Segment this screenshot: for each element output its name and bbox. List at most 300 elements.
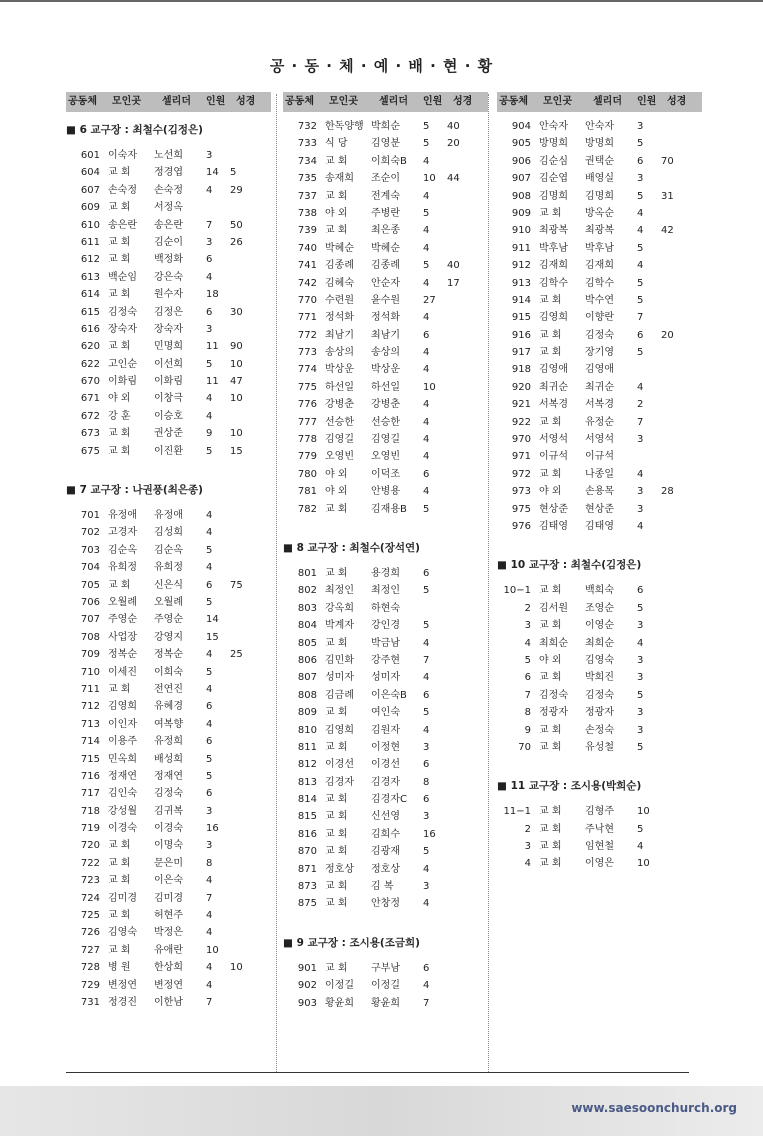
table-cell: 김인숙	[108, 788, 137, 800]
table-cell: 교 회	[539, 858, 562, 870]
table-cell: 911	[511, 242, 531, 254]
table-row	[283, 135, 488, 152]
table-row	[283, 600, 488, 617]
table-cell: 10	[230, 962, 243, 974]
table-cell	[661, 135, 685, 152]
table-row	[66, 890, 271, 907]
table-cell: 유애란	[154, 944, 183, 956]
table-cell: 정호상	[371, 863, 400, 875]
table-cell: 871	[297, 863, 317, 875]
table-cell	[661, 687, 685, 704]
table-cell	[661, 431, 685, 448]
table-cell: 4	[423, 486, 430, 498]
section-title: ■ 7 교구장 : 나권풍(최은종)	[66, 484, 203, 497]
table-cell	[661, 205, 685, 222]
table-cell: 강성월	[108, 805, 137, 817]
table-cell: 4	[206, 184, 213, 196]
top-rule	[0, 0, 763, 2]
table-row	[66, 785, 271, 802]
table-cell: 백희숙	[585, 585, 614, 597]
table-cell: 4	[206, 718, 213, 730]
table-cell	[661, 448, 685, 465]
table-cell: 교 회	[539, 207, 562, 219]
table-cell: 교 회	[325, 190, 348, 202]
table-cell: 김영분	[371, 138, 400, 150]
table-cell: 26	[230, 236, 243, 248]
table-cell: 6	[423, 567, 430, 579]
table-cell: 6	[637, 329, 644, 341]
table-cell: 30	[230, 306, 243, 318]
table-cell: 한독양행	[325, 121, 364, 132]
table-row	[283, 826, 488, 843]
table-cell: 811	[297, 741, 317, 753]
table-cell: 812	[297, 759, 317, 771]
table-cell: 8	[423, 776, 430, 788]
table-cell: 이화림	[108, 376, 137, 388]
table-cell: 6	[206, 736, 213, 748]
table-cell: 813	[297, 776, 317, 788]
table-cell: 최귀순	[585, 381, 614, 393]
table-cell: 박금남	[371, 637, 400, 649]
table-cell	[230, 147, 254, 164]
table-cell	[447, 687, 471, 704]
table-cell	[447, 344, 471, 361]
table-cell: 이영은	[585, 858, 614, 870]
table-cell: 805	[297, 637, 317, 649]
table-cell: 815	[297, 811, 317, 823]
table-cell: 4	[206, 979, 213, 991]
table-cell: 이규석	[539, 451, 568, 463]
table-cell: 교 회	[108, 236, 131, 248]
table-row	[66, 321, 271, 338]
table-cell: 최희순	[585, 637, 614, 649]
table-cell: 907	[511, 173, 531, 185]
table-cell: 4	[637, 381, 644, 393]
table-cell: 5	[206, 666, 213, 678]
table-cell	[661, 501, 685, 518]
table-row	[66, 408, 271, 425]
table-cell: 유정희	[154, 736, 183, 748]
table-row	[283, 635, 488, 652]
table-cell: 9	[206, 428, 213, 440]
table-cell: 조순이	[371, 173, 400, 185]
table-cell: 15	[206, 631, 219, 643]
table-cell: 916	[511, 329, 531, 341]
table-row	[497, 118, 702, 135]
table-cell: 4	[423, 225, 430, 237]
table-row	[497, 600, 702, 617]
table-cell: 714	[80, 736, 100, 748]
table-cell: 정경진	[108, 996, 137, 1008]
table-row	[66, 959, 271, 976]
table-row	[283, 170, 488, 187]
table-cell: 875	[297, 898, 317, 910]
table-cell: 교 회	[539, 468, 562, 480]
table-cell	[447, 466, 471, 483]
table-cell	[447, 414, 471, 431]
table-row	[66, 611, 271, 628]
table-cell: 김영길	[371, 434, 400, 446]
table-cell	[661, 309, 685, 326]
table-cell: 4	[206, 393, 213, 405]
page-title: 공 · 동 · 체 · 예 · 배 · 현 · 황	[269, 57, 494, 75]
table-cell: 723	[80, 875, 100, 887]
table-cell	[230, 924, 254, 941]
table-cell: 배영실	[585, 173, 614, 185]
table-cell: 5	[637, 277, 644, 289]
table-cell	[230, 733, 254, 750]
table-row	[283, 309, 488, 326]
table-cell: 교 회	[108, 857, 131, 869]
table-cell: 870	[297, 846, 317, 858]
table-cell: 교 회	[325, 155, 348, 167]
table-row	[497, 501, 702, 518]
table-cell: 배성희	[154, 753, 183, 765]
table-row	[497, 803, 702, 820]
table-cell: 814	[297, 794, 317, 806]
table-cell: 최정인	[325, 585, 354, 597]
table-cell: 김정숙	[585, 329, 614, 341]
table-row	[283, 275, 488, 292]
table-cell: 703	[80, 544, 100, 556]
table-row	[66, 646, 271, 663]
table-cell: 905	[511, 138, 531, 150]
table-cell: 노선희	[154, 150, 183, 161]
table-cell: 781	[297, 486, 317, 498]
table-row	[66, 217, 271, 234]
table-cell: 3	[637, 654, 644, 666]
table-cell: 971	[511, 451, 531, 463]
table-cell: 야 외	[539, 654, 562, 666]
table-cell: 김재희	[585, 260, 614, 272]
table-row	[66, 507, 271, 524]
table-cell: 28	[661, 486, 674, 498]
table-cell: 10	[637, 806, 650, 818]
table-cell: 교 회	[325, 881, 348, 893]
table-cell: 정석화	[371, 312, 400, 324]
header-cell: 모인곳	[329, 96, 358, 108]
table-cell	[661, 257, 685, 274]
table-cell: 16	[423, 828, 436, 840]
table-cell	[661, 617, 685, 634]
table-row	[283, 722, 488, 739]
table-cell: 김종례	[325, 260, 354, 272]
table-cell: 최광복	[539, 225, 568, 237]
table-cell: 729	[80, 979, 100, 991]
table-cell: 610	[80, 219, 100, 231]
table-cell: 김영길	[325, 434, 354, 446]
table-header	[497, 92, 702, 112]
table-cell: 4	[423, 242, 430, 254]
table-cell	[661, 414, 685, 431]
header-cell: 모인곳	[112, 96, 141, 108]
table-cell: 최광복	[585, 225, 614, 237]
table-cell: 이숙자	[108, 150, 137, 161]
header-cell: 인원	[206, 96, 226, 108]
table-cell: 704	[80, 562, 100, 574]
table-cell: 5	[637, 242, 644, 254]
table-cell: 안순자	[371, 277, 400, 289]
table-cell: 박계자	[325, 620, 354, 632]
table-cell: 구부남	[371, 962, 400, 974]
table-cell: 8	[524, 707, 531, 719]
table-cell: 6	[423, 329, 430, 341]
table-cell	[661, 292, 685, 309]
table-cell: 707	[80, 614, 100, 626]
table-cell: 교 회	[325, 741, 348, 753]
table-cell: 이경선	[371, 759, 400, 771]
table-cell: 전연진	[154, 683, 183, 695]
table-cell: 유정순	[585, 416, 614, 428]
table-cell: 김재희	[539, 260, 568, 272]
table-cell: 교 회	[108, 167, 131, 179]
table-row	[497, 327, 702, 344]
table-cell: 박후남	[539, 242, 568, 254]
table-cell: 777	[297, 416, 317, 428]
table-cell: 4	[423, 434, 430, 446]
table-cell: 737	[297, 190, 317, 202]
table-cell	[447, 995, 471, 1012]
table-cell: 식 당	[325, 138, 348, 150]
table-cell: 김명희	[585, 190, 614, 202]
table-row	[66, 768, 271, 785]
table-cell: 사업장	[108, 631, 137, 643]
table-cell: 송은란	[108, 219, 137, 231]
table-cell	[661, 803, 685, 820]
table-cell: 안병용	[371, 486, 400, 498]
table-cell: 42	[661, 225, 674, 237]
table-cell: 방옥순	[585, 207, 614, 219]
table-cell: 5	[423, 207, 430, 219]
table-row	[66, 872, 271, 889]
table-cell	[447, 635, 471, 652]
table-row	[497, 431, 702, 448]
table-cell: 서복경	[585, 399, 614, 411]
table-cell: 신선영	[371, 811, 400, 823]
table-cell: 5	[637, 138, 644, 150]
table-cell: 고인순	[108, 358, 137, 370]
table-cell: 4	[206, 271, 213, 283]
table-cell: 서정옥	[154, 202, 183, 214]
table-cell: 40	[447, 121, 460, 132]
bottom-rule	[66, 1072, 689, 1073]
table-cell: 박혜순	[325, 242, 354, 254]
table-cell: 교 회	[539, 741, 562, 753]
table-cell	[447, 431, 471, 448]
table-cell: 906	[511, 155, 531, 167]
table-cell: 김광재	[371, 846, 400, 858]
table-header	[66, 92, 271, 112]
table-cell: 박상운	[325, 364, 354, 376]
table-cell	[230, 542, 254, 559]
table-cell: 701	[80, 510, 100, 522]
table-cell: 송재희	[325, 173, 354, 185]
table-cell: 713	[80, 718, 100, 730]
table-cell: 75	[230, 579, 243, 591]
table-cell: 5	[637, 347, 644, 359]
table-row	[283, 687, 488, 704]
table-cell: 5	[637, 602, 644, 614]
table-cell: 774	[297, 364, 317, 376]
table-cell: 교 회	[108, 428, 131, 440]
table-cell	[447, 669, 471, 686]
table-row	[66, 716, 271, 733]
table-row	[497, 396, 702, 413]
table-cell: 김정숙	[154, 788, 183, 800]
table-row	[66, 390, 271, 407]
table-cell: 5	[423, 260, 430, 272]
header-cell: 인원	[637, 96, 657, 108]
table-cell: 738	[297, 207, 317, 219]
table-row	[66, 182, 271, 199]
table-row	[66, 820, 271, 837]
table-cell: 3	[637, 434, 644, 446]
table-cell	[230, 890, 254, 907]
table-cell: 김 복	[371, 881, 394, 893]
table-cell: 90	[230, 341, 243, 353]
table-cell: 강옥희	[325, 602, 354, 614]
table-cell: 성미자	[371, 672, 400, 684]
table-row	[66, 594, 271, 611]
table-cell: 5	[637, 689, 644, 701]
table-cell	[661, 669, 685, 686]
table-cell: 4	[524, 858, 531, 870]
section-title: ■ 11 교구장 : 조시용(박희순)	[497, 780, 642, 793]
table-cell	[230, 907, 254, 924]
table-cell: 716	[80, 770, 100, 782]
table-cell: 주병란	[371, 207, 400, 219]
table-row	[283, 582, 488, 599]
table-row	[66, 924, 271, 941]
table-cell: 4	[423, 416, 430, 428]
table-row	[283, 669, 488, 686]
table-cell: 허현주	[154, 910, 183, 922]
table-cell: 727	[80, 944, 100, 956]
section-title: ■ 9 교구장 : 조시용(조금희)	[283, 936, 420, 949]
table-cell: 50	[230, 219, 243, 231]
table-cell	[230, 611, 254, 628]
table-cell: 최정인	[371, 585, 400, 597]
table-cell: 김경자C	[371, 794, 407, 806]
table-row	[66, 443, 271, 460]
table-cell	[230, 716, 254, 733]
table-cell	[661, 821, 685, 838]
table-cell: 정경엽	[154, 167, 183, 179]
table-cell: 강 훈	[108, 410, 131, 422]
table-cell	[230, 408, 254, 425]
table-cell: 4	[423, 980, 430, 992]
table-cell	[230, 664, 254, 681]
table-row	[283, 704, 488, 721]
table-cell: 김원자	[371, 724, 400, 736]
table-cell: 4	[206, 962, 213, 974]
table-cell: 616	[80, 323, 100, 335]
table-cell: 733	[297, 138, 317, 150]
table-cell: 병 원	[108, 962, 131, 974]
table-cell: 724	[80, 892, 100, 904]
table-cell: 6	[206, 579, 213, 591]
table-cell	[230, 321, 254, 338]
table-row	[497, 275, 702, 292]
table-cell: 740	[297, 242, 317, 254]
table-cell: 710	[80, 666, 100, 678]
table-cell: 816	[297, 828, 317, 840]
table-cell: 4	[206, 927, 213, 939]
table-cell: 김서원	[539, 602, 568, 614]
table-cell: 오영빈	[371, 451, 400, 463]
table-cell: 801	[297, 567, 317, 579]
table-cell	[230, 594, 254, 611]
table-cell: 나종일	[585, 468, 614, 480]
table-cell: 이세진	[108, 666, 137, 678]
table-cell: 변정연	[154, 979, 183, 991]
table-cell: 775	[297, 381, 317, 393]
table-cell: 김태영	[539, 520, 568, 532]
table-cell: 7	[206, 892, 213, 904]
table-cell: 6	[423, 689, 430, 701]
table-cell: 교 회	[325, 503, 348, 515]
table-cell	[447, 878, 471, 895]
table-cell: 주영순	[108, 614, 137, 626]
table-cell: 김혜숙	[325, 277, 354, 289]
table-cell: 박상운	[371, 364, 400, 376]
table-cell: 이승호	[154, 410, 183, 422]
table-cell: 김학수	[585, 277, 614, 289]
table-cell: 722	[80, 857, 100, 869]
table-cell: 802	[297, 585, 317, 597]
table-cell: 교 회	[539, 620, 562, 632]
table-cell: 973	[511, 486, 531, 498]
table-cell: 하현숙	[371, 602, 400, 614]
table-cell: 조영순	[585, 602, 614, 614]
table-cell: 6	[524, 672, 531, 684]
table-cell: 712	[80, 701, 100, 713]
table-cell: 705	[80, 579, 100, 591]
table-cell	[447, 379, 471, 396]
header-cell: 셀리더	[593, 96, 622, 108]
table-cell: 7	[637, 416, 644, 428]
table-cell: 이영순	[585, 620, 614, 632]
table-row	[497, 292, 702, 309]
table-cell	[661, 739, 685, 756]
table-cell: 이경선	[325, 759, 354, 771]
table-cell: 주영순	[154, 614, 183, 626]
table-cell	[661, 704, 685, 721]
table-cell	[230, 559, 254, 576]
table-cell: 10	[206, 944, 219, 956]
table-row	[497, 309, 702, 326]
table-cell: 773	[297, 347, 317, 359]
table-cell: 10	[423, 381, 436, 393]
website-url[interactable]: www.saesoonchurch.org	[571, 1101, 737, 1115]
table-cell: 7	[206, 219, 213, 231]
table-cell	[661, 518, 685, 535]
table-cell: 7	[423, 654, 430, 666]
table-cell: 이선희	[154, 358, 183, 370]
table-cell: 유성철	[585, 741, 614, 753]
table-cell: 5	[423, 138, 430, 150]
table-cell: 611	[80, 236, 100, 248]
table-cell	[637, 448, 661, 465]
table-cell: 5	[423, 121, 430, 132]
table-cell: 4	[423, 451, 430, 463]
table-cell: 선승한	[325, 416, 354, 428]
table-cell: 강병춘	[325, 399, 354, 411]
table-row	[497, 222, 702, 239]
table-cell	[447, 895, 471, 912]
table-cell	[661, 582, 685, 599]
table-cell: 오월례	[154, 596, 183, 608]
